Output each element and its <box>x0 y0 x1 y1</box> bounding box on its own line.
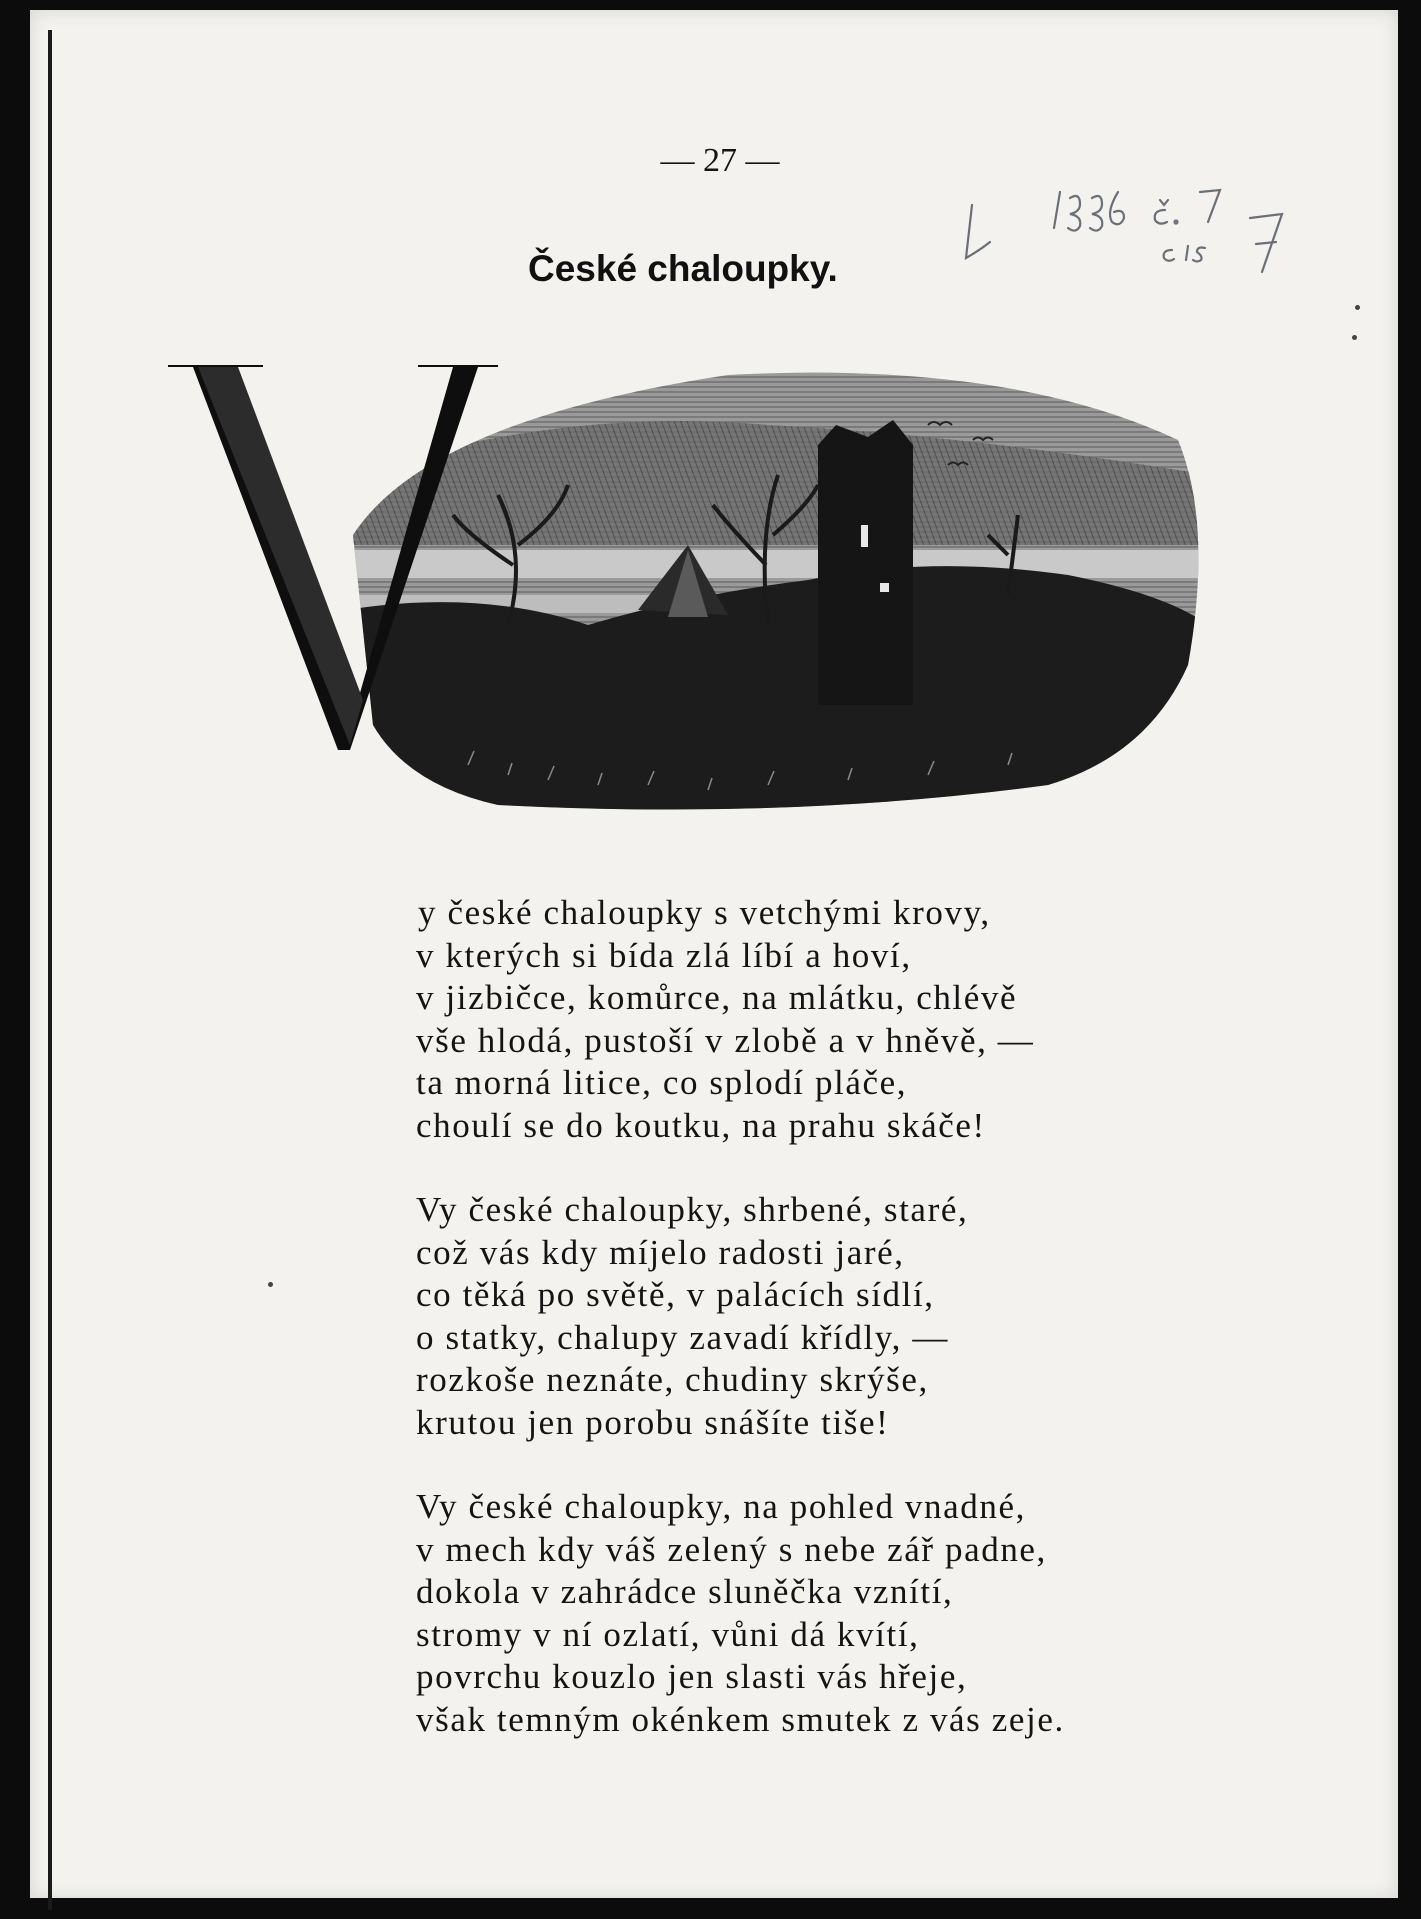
stanza-3 <box>416 1486 1065 1741</box>
verse-line: v kterých si bída zlá líbí a hoví, <box>416 935 912 975</box>
poem-body <box>416 892 1065 1783</box>
verse-line: choulí se do koutku, na prahu skáče! <box>416 1105 986 1145</box>
verse-line: což vás kdy míjelo radosti jaré, <box>416 1232 905 1272</box>
page-edge-line <box>48 30 52 1910</box>
verse-line: stromy v ní ozlatí, vůni dá kvítí, <box>416 1614 920 1654</box>
handwritten-note <box>950 180 1350 290</box>
verse-line: povrchu kouzlo jen slasti vás hřeje, <box>416 1657 968 1696</box>
verse-line: Vy české chaloupky, na pohled vnadné, <box>416 1487 1026 1526</box>
verse-line: ta morná litice, co splodí pláče, <box>416 1063 908 1102</box>
verse-line: o statky, chalupy zavadí křídly, — <box>416 1317 949 1357</box>
paper-speck <box>268 1282 273 1287</box>
verse-line: rozkoše neznáte, chudiny skrýše, <box>416 1360 929 1399</box>
verse-line: však temným okénkem smutek z vás zeje. <box>416 1699 1065 1739</box>
verse-line: vše hlodá, pustoší v zlobě a v hněvě, — <box>416 1020 1035 1060</box>
page-number: — 27 — <box>660 142 780 179</box>
verse-line: v jizbičce, komůrce, na mlátku, chlévě <box>416 978 1018 1017</box>
verse-line: krutou jen porobu snášíte tiše! <box>416 1402 890 1442</box>
verse-line: dokola v zahrádce sluněčka vznítí, <box>416 1572 954 1611</box>
stanza-1 <box>416 892 1065 1147</box>
stanza-2 <box>416 1189 1065 1444</box>
verse-line: y české chaloupky s vetchými krovy, <box>418 893 991 932</box>
poem-title: České chaloupky. <box>528 248 838 289</box>
verse-line: Vy české chaloupky, shrbené, staré, <box>416 1190 969 1229</box>
verse-line: co těká po světě, v palácích sídlí, <box>416 1275 935 1314</box>
drop-cap-v-with-landscape-icon <box>168 365 1208 910</box>
paper-speck <box>1352 335 1357 340</box>
paper-speck <box>1355 305 1360 310</box>
book-page <box>30 10 1398 1898</box>
verse-line: v mech kdy váš zelený s nebe zář padne, <box>416 1529 1047 1569</box>
